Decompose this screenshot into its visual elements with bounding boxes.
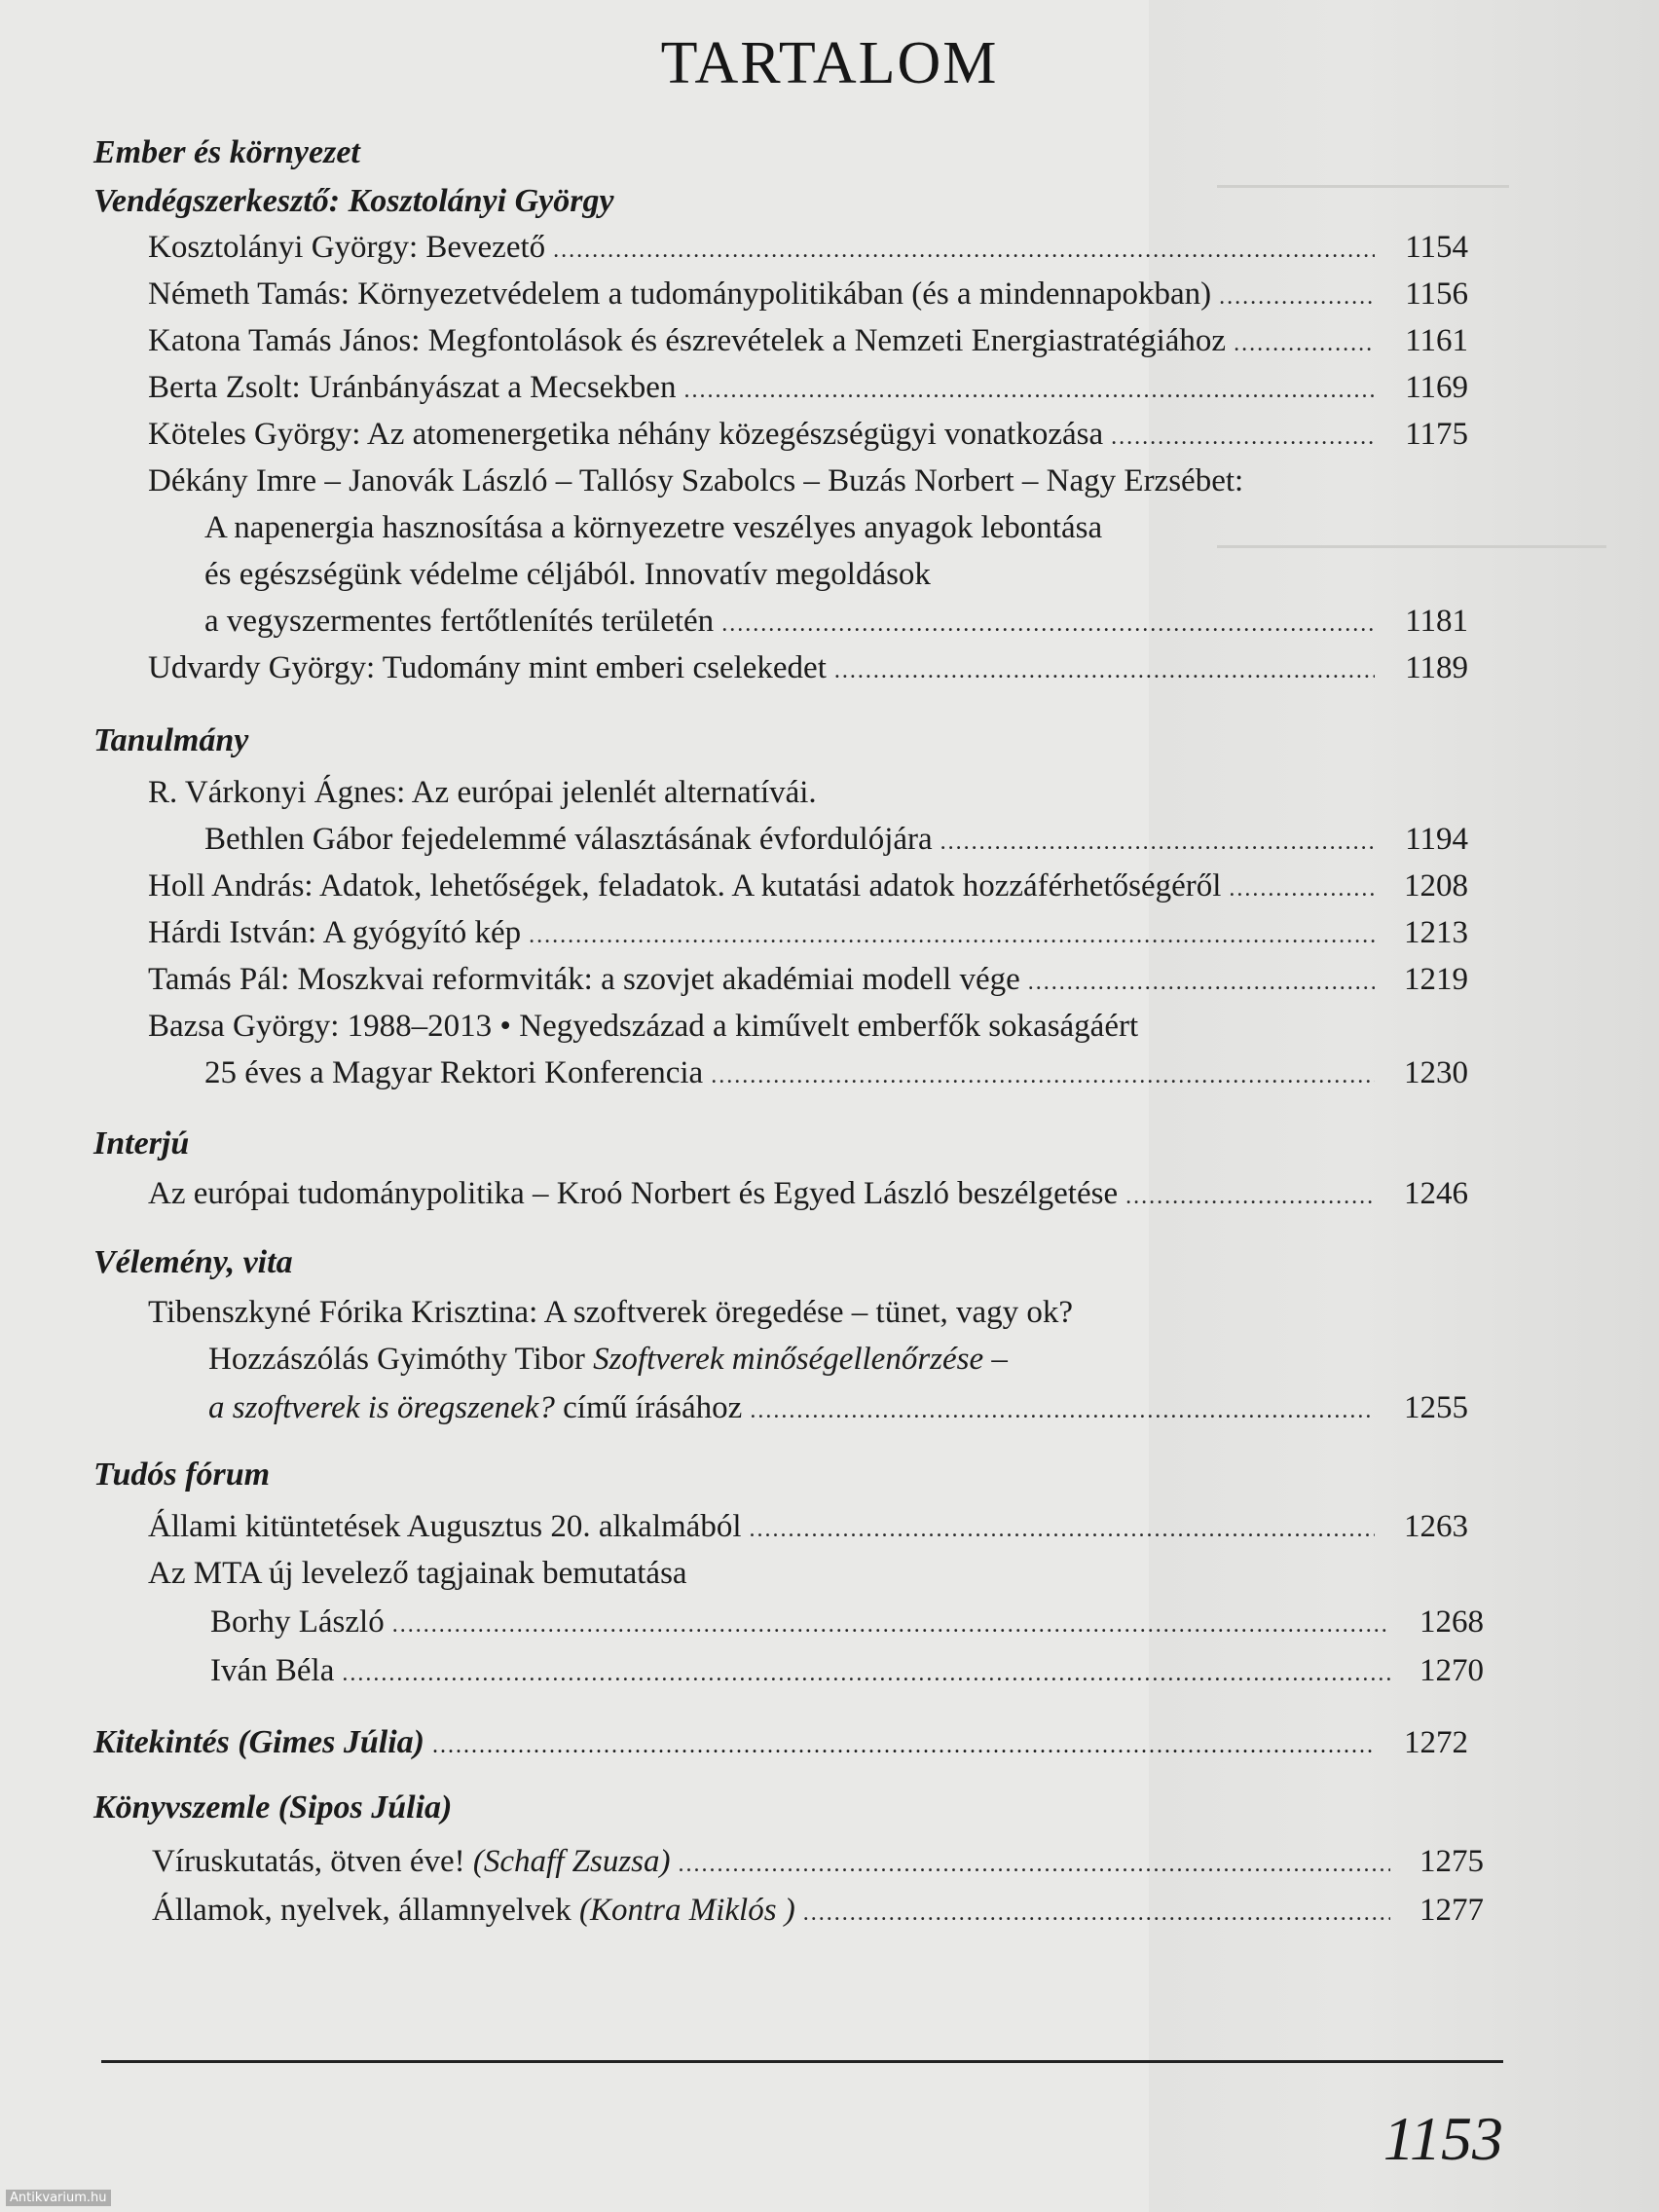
toc-entry[interactable] bbox=[148, 366, 1468, 409]
entry-authors: Dékány Imre – Janovák László – Tallósy Szabolcs – Buzás Norbert – Nagy Erzsébet: bbox=[148, 463, 1244, 498]
leader-dots bbox=[1028, 961, 1375, 1004]
entry-title-line bbox=[208, 1338, 1008, 1381]
entry-page: 1230 bbox=[1404, 1055, 1468, 1090]
entry-page: 1277 bbox=[1419, 1893, 1484, 1928]
entry-title-line: és egészségünk védelme céljából. Innovatív megoldások bbox=[204, 557, 931, 592]
entry-page: 1213 bbox=[1404, 915, 1468, 950]
leader-dots bbox=[1234, 322, 1375, 365]
toc-entry[interactable] bbox=[152, 1840, 1484, 1883]
toc-section-entry-kitekintes[interactable] bbox=[93, 1719, 1468, 1766]
entry-title bbox=[152, 1840, 671, 1883]
entry-title-line: A napenergia hasznosítása a környezetre veszélyes anyagok lebontása bbox=[204, 510, 1103, 545]
entry-title: Holl András: Adatok, lehetőségek, feladatok. A kutatási adatok hozzáférhetőségéről bbox=[148, 868, 1222, 903]
toc-entry[interactable] bbox=[148, 646, 1468, 689]
leader-dots bbox=[679, 1843, 1391, 1886]
entry-page: 1268 bbox=[1419, 1604, 1484, 1640]
entry-italic-title: Szoftverek minőségellenőrzése – bbox=[593, 1342, 1008, 1377]
entry-title: Tamás Pál: Moszkvai reformviták: a szovjet akadémiai modell vége bbox=[148, 962, 1020, 997]
watermark: Antikvarium.hu bbox=[6, 2190, 111, 2206]
toc-entry[interactable] bbox=[152, 1889, 1484, 1932]
entry-title: Iván Béla bbox=[210, 1653, 335, 1688]
entry-title: Kosztolányi György: Bevezető bbox=[148, 230, 546, 265]
entry-page: 1255 bbox=[1404, 1390, 1468, 1425]
section-subheading-guest-editor: Vendégszerkesztő: Kosztolányi György bbox=[93, 183, 614, 219]
entry-reviewer: (Schaff Zsuzsa) bbox=[472, 1844, 671, 1879]
entry-title-line: Bazsa György: 1988–2013 • Negyedszázad a kiművelt emberfők sokaságáért bbox=[148, 1009, 1139, 1044]
entry-title: Berta Zsolt: Uránbányászat a Mecsekben bbox=[148, 370, 677, 405]
toc-entry[interactable] bbox=[148, 911, 1468, 954]
entry-title: Az európai tudománypolitika – Kroó Norbert és Egyed László beszélgetése bbox=[148, 1176, 1119, 1211]
entry-page: 1270 bbox=[1419, 1653, 1484, 1688]
entry-title: Bethlen Gábor fejedelemmé választásának évfordulójára bbox=[204, 822, 933, 857]
entry-title: Németh Tamás: Környezetvédelem a tudománypolitikában (és a mindennapokban) bbox=[148, 276, 1212, 312]
toc-entry[interactable] bbox=[204, 1051, 1468, 1094]
entry-title: Udvardy György: Tudomány mint emberi cselekedet bbox=[148, 650, 827, 685]
entry-title bbox=[152, 1889, 795, 1932]
section-heading-konyvszemle: Könyvszemle (Sipos Júlia) bbox=[93, 1789, 453, 1825]
entry-title-line: Tibenszkyné Fórika Krisztina: A szoftverek öregedése – tünet, vagy ok? bbox=[148, 1295, 1074, 1330]
entry-title-line: Az MTA új levelező tagjainak bemutatása bbox=[148, 1556, 687, 1591]
entry-title: a vegyszermentes fertőtlenítés területén bbox=[204, 604, 715, 639]
entry-page: 1154 bbox=[1405, 230, 1468, 265]
entry-page: 1219 bbox=[1404, 962, 1468, 997]
leader-dots bbox=[721, 603, 1375, 645]
entry-page: 1275 bbox=[1419, 1844, 1484, 1879]
entry-text: Államok, nyelvek, államnyelvek bbox=[152, 1893, 579, 1928]
leader-dots bbox=[834, 649, 1375, 692]
toc-entry[interactable] bbox=[148, 1172, 1468, 1215]
toc-entry[interactable] bbox=[148, 1505, 1468, 1548]
section-heading-interju: Interjú bbox=[93, 1125, 190, 1161]
leader-dots bbox=[392, 1604, 1390, 1646]
toc-entry[interactable] bbox=[148, 319, 1468, 362]
leader-dots bbox=[711, 1054, 1375, 1097]
entry-title: Állami kitüntetések Augusztus 20. alkalmából bbox=[148, 1509, 742, 1544]
entry-page: 1181 bbox=[1405, 604, 1468, 639]
entry-reviewer: (Kontra Miklós ) bbox=[578, 1893, 795, 1928]
leader-dots bbox=[940, 821, 1375, 864]
leader-dots bbox=[1219, 276, 1375, 318]
leader-dots bbox=[750, 1389, 1375, 1432]
leader-dots bbox=[803, 1892, 1390, 1935]
toc-entry[interactable] bbox=[210, 1601, 1484, 1643]
toc-entry[interactable] bbox=[210, 1649, 1484, 1692]
toc-entry[interactable] bbox=[148, 865, 1468, 907]
leader-dots bbox=[1125, 1175, 1375, 1218]
leader-dots bbox=[683, 369, 1375, 412]
entry-text: Hozzászólás Gyimóthy Tibor bbox=[208, 1342, 594, 1377]
leader-dots bbox=[750, 1508, 1376, 1551]
toc-entry[interactable] bbox=[148, 273, 1468, 315]
entry-title: Hárdi István: A gyógyító kép bbox=[148, 915, 522, 950]
entry-page: 1169 bbox=[1405, 370, 1468, 405]
entry-page: 1175 bbox=[1405, 417, 1468, 452]
entry-title: Köteles György: Az atomenergetika néhány közegészségügyi vonatkozása bbox=[148, 417, 1104, 452]
footer-rule bbox=[101, 2060, 1503, 2063]
entry-page: 1194 bbox=[1405, 822, 1468, 857]
page-number: 1153 bbox=[1382, 2104, 1503, 2173]
entry-page: 1208 bbox=[1404, 868, 1468, 903]
toc-entry[interactable] bbox=[208, 1386, 1468, 1429]
entry-page: 1272 bbox=[1404, 1725, 1468, 1760]
entry-page: 1161 bbox=[1405, 323, 1468, 358]
entry-title bbox=[208, 1386, 742, 1429]
entry-page: 1246 bbox=[1404, 1176, 1468, 1211]
leader-dots bbox=[553, 229, 1375, 272]
entry-page: 1156 bbox=[1405, 276, 1468, 312]
entry-text: Víruskutatás, ötven éve! bbox=[152, 1844, 473, 1879]
entry-title: Katona Tamás János: Megfontolások és észrevételek a Nemzeti Energiastratégiához bbox=[148, 323, 1227, 358]
section-heading-ember: Ember és környezet bbox=[93, 134, 360, 170]
leader-dots bbox=[1229, 867, 1375, 910]
entry-title: 25 éves a Magyar Rektori Konferencia bbox=[204, 1055, 704, 1090]
page-title: TARTALOM bbox=[660, 30, 999, 96]
entry-title: Borhy László bbox=[210, 1604, 385, 1640]
toc-entry[interactable] bbox=[148, 958, 1468, 1001]
toc-entry[interactable] bbox=[204, 818, 1468, 861]
section-heading-velemeny: Vélemény, vita bbox=[93, 1244, 293, 1280]
section-heading-kitekintes: Kitekintés (Gimes Júlia) bbox=[93, 1724, 424, 1760]
section-heading-forum: Tudós fórum bbox=[93, 1456, 271, 1493]
toc-entry[interactable] bbox=[204, 600, 1468, 643]
entry-title-line: R. Várkonyi Ágnes: Az európai jelenlét alternatívái. bbox=[148, 775, 817, 810]
toc-entry[interactable] bbox=[148, 226, 1468, 269]
leader-dots bbox=[1111, 416, 1375, 459]
section-heading-tanulmany: Tanulmány bbox=[93, 722, 249, 758]
entry-page: 1189 bbox=[1405, 650, 1468, 685]
leader-dots bbox=[432, 1722, 1375, 1769]
leader-dots bbox=[529, 914, 1375, 957]
leader-dots bbox=[342, 1652, 1390, 1695]
entry-page: 1263 bbox=[1404, 1509, 1468, 1544]
entry-text: című írásához bbox=[554, 1390, 743, 1425]
toc-entry[interactable] bbox=[148, 413, 1468, 456]
entry-italic-title: a szoftverek is öregszenek? bbox=[208, 1390, 555, 1425]
